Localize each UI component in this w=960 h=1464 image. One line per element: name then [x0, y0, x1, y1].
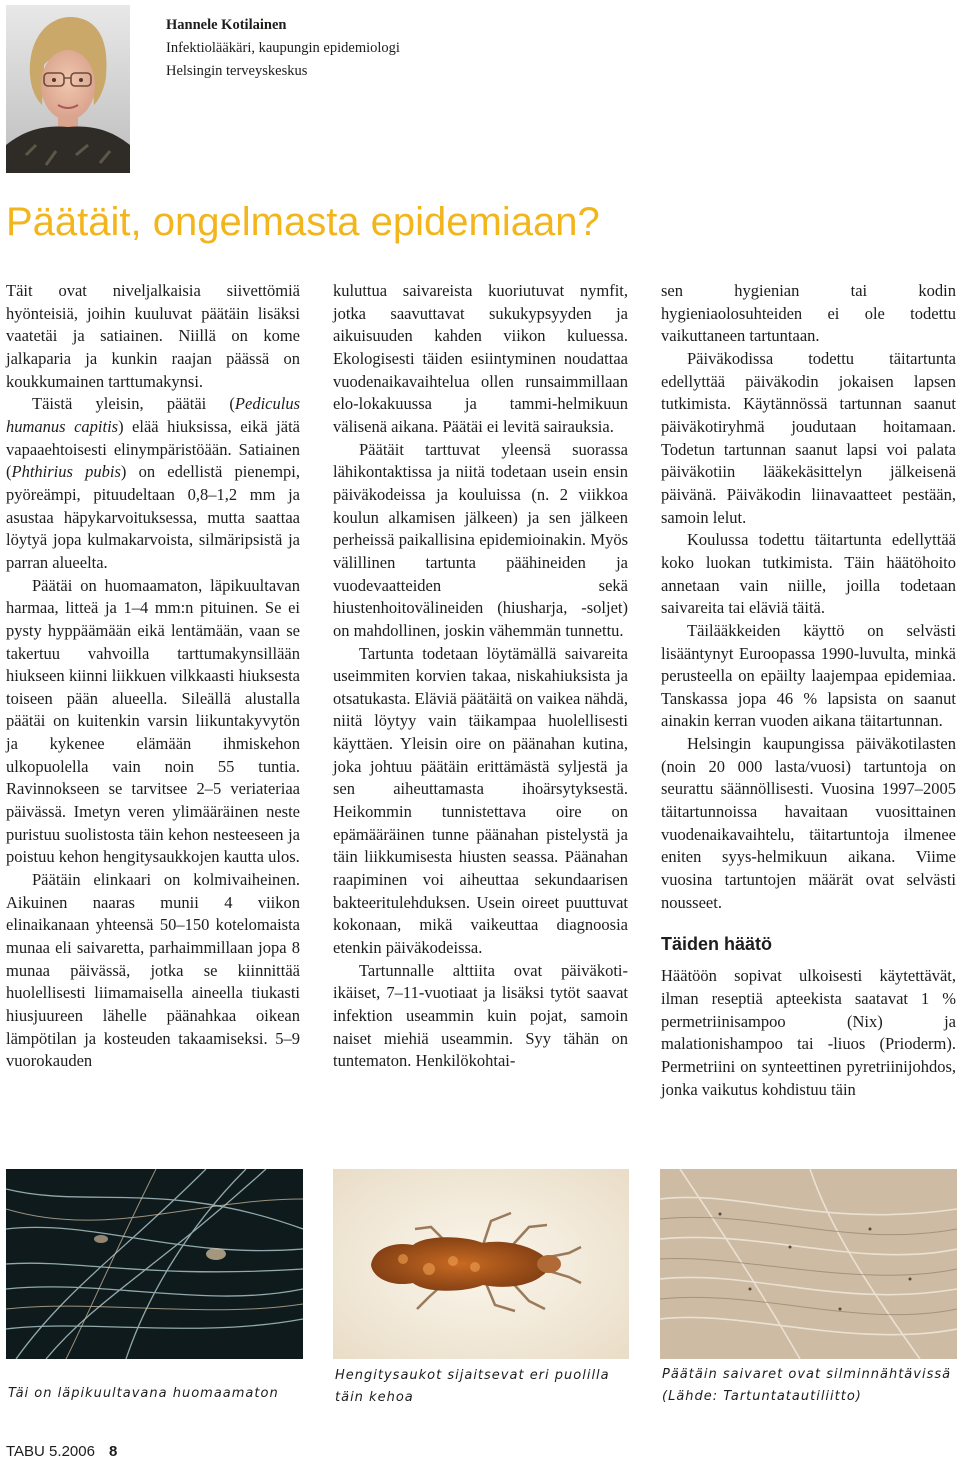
page-footer [6, 1442, 117, 1462]
photo-head-louse [333, 1169, 629, 1359]
paragraph: Täit ovat niveljalkaisia siivettömiä hyönteisiä, joihin kuuluvat päätäin lisäksi vaatetäi ja satiainen. Niillä on kome jalkaparia ja kunkin raajan päässä on koukkumainen tarttumakynsi. [6, 281, 300, 391]
caption-louse-photo: Hengitysaukot sijaitsevat eri puolilla täin kehoa [335, 1368, 610, 1405]
caption-nits-photo: Päätäin saivaret ovat silminnähtävissä (Lähde: Tartuntatautiliitto) [662, 1367, 952, 1404]
photo-lice-in-hair [6, 1169, 303, 1359]
paragraph: Häätöön sopivat ulkoisesti käytettävät, ilman reseptiä apteekista saatavat 1 % permetriinisampoo (Nix) ja malationishampoo tai -liuos (Prioderm). Permetriini on synteettinen pyretriinijohdos, jonka vaikutus kohdistuu täin [661, 966, 956, 1099]
page-number: 8 [108, 1443, 118, 1460]
nits-image [660, 1169, 957, 1359]
paragraph: kuluttua saivareista kuoriutuvat nymfit, jotka saavuttavat sukukypsyyden ja aikuisuuden kahden viikon kuluessa. Ekologisesti täiden esiintyminen noudattaa vuodenaikavaihtelua ollen runsaimmillaan elo-lokakuussa ja tammi-helmikuun välisenä aikana. Päätäi ei levitä sairauksia. [333, 281, 628, 436]
paragraph: Päätäit tarttuvat yleensä suorassa lähikontaktissa ja niitä todetaan usein ensin päiväkodeissa ja kouluissa (n. 2 viikkoa koulun alkamisen jälkeen) ja sen jälkeen perheissä paikallisina epidemioinakin. Myös välillinen tartunta päähineiden ja vuodevaatteiden sekä hiustenhoitovälineiden (hiusharja, -soljet) on mahdollinen, joskin vähemmän tunnettu. [333, 439, 628, 640]
paragraph [6, 393, 300, 574]
author-organization: Helsingin terveyskeskus [166, 63, 308, 79]
caption-hair-photo: Täi on läpikuultavana huomaamaton [8, 1386, 279, 1401]
author-photo [6, 5, 130, 173]
article-column-1 [6, 280, 300, 1073]
author-portrait-image [6, 5, 130, 173]
text-span: ) elää hiuksissa, eikä jätä vapaaehtoisesti elinympäristöään. Satiainen ( [6, 416, 300, 482]
text-span: Täistä yleisin, päätäi ( [32, 394, 235, 414]
paragraph: Tartunta todetaan löytämällä saivareita useimmiten korvien takaa, niskahiuksista ja otsatukasta. Eläviä päätäitä on vaikea nähdä, niitä löytyy vain täikampaa huolellisesti käyttäen. Yleisin oire on päänahan kutina, joka johtuu päätäin erittämästä syljestä ja sen aiheuttamasta ihoärsytyksestä. Heikommin tunnistettava oire on epämääräinen tunne päänahan pistelystä ja täin liikkumisesta hiusten seassa. Päänahan raapiminen voi aiheuttaa sekundaarisen bakteeritulehduksen. Usein oireet puuttuvat kokonaan, mikä vaikeuttaa diagnoosia etenkin päiväkodeissa. [333, 643, 628, 958]
paragraph: Helsingin kaupungissa päiväkotilasten (noin 20 000 lasta/vuosi) tartuntoja on seurattu säännöllisesti. Vuosina 1997–2005 täitartunnoissa havaitaan vuosittainen vuodenaikavaihtelu, täitartuntoja ilmenee eniten syys-helmikuun aikana. Viime vuosina tartuntojen määrät ovat selvästi nousseet. [661, 734, 956, 912]
author-title: Infektiolääkäri, kaupungin epidemiologi [166, 40, 400, 56]
paragraph: Päiväkodissa todettu täitartunta edellyttää päiväkodin jokaisen lapsen tutkimista. Käytännössä tartunnan saanut päiväkotiryhmä joudutaan hoitamaan. Todetun tartunnan saanut lapsi voi palata päiväkotiin lääkekäsittelyn jälkeisenä päivänä. Päiväkodin liinavaatteet pestään, samoin lelut. [661, 348, 956, 527]
issue-label: TABU 5.2006 [6, 1443, 95, 1460]
section-heading: Täiden häätö [661, 934, 773, 955]
latin-name: Pediculus humanus capitis [6, 394, 300, 436]
paragraph: Päätäin elinkaari on kolmivaiheinen. Aikuinen naaras munii 4 viikon elinaikanaan yhteensä 50–150 kotelomaista munaa eli saivaretta, parhaimmillaan jopa 8 munaa päivässä, jotka se kiinnittää huolellisesti liimamaisella aineella tiukasti hiusjuureen lähelle päänahkaa oikean lämpötilan ja kosteuden takaamiseksi. 5–9 vuorokauden [6, 870, 300, 1071]
paragraph: Täilääkkeiden käyttö on selvästi lisääntynyt Euroopassa 1990-luvulta, minkä perusteella on epäilty laajempaa epidemiaa. Tanskassa jopa 46 % lapsista on saanut ainakin kerran vuoden aikana täitartunnan. [661, 620, 956, 731]
louse-image [333, 1169, 629, 1359]
paragraph: Tartunnalle alttiita ovat päiväkoti-ikäiset, 7–11-vuotiaat ja lisäksi tytöt saavat infektion useammin kuin pojat, samoin naiset miehiä useammin. Syy tähän on tuntematon. Henkilökohtai- [333, 960, 628, 1071]
author-name: Hannele Kotilainen [166, 17, 287, 33]
author-info [166, 14, 400, 83]
photo-nits-in-hair [660, 1169, 957, 1359]
paragraph: Päätäi on huomaamaton, läpikuultavan harmaa, litteä ja 1–4 mm:n pituinen. Se ei pysty hyppäämään eikä lentämään, vaan se takertuu vahvoilla tarttumakynsillään hiukseen kiinni liikkuen vilkkaasti hiuksesta toiseen pään alueella. Sileällä alustalla päätäi on kuitenkin varsin liikuntakyvytön ja kykenee elämään ihmiskehon ulkopuolella vain noin 55 tuntia. Ravinnokseen se tarvitsee 2–5 veriateriaa päivässä. Imetyn veren ylimääräinen neste puristuu suolistosta täin kehon nesteeseen ja poistuu kehon hengitysaukkojen kautta ulos. [6, 575, 300, 867]
paragraph: Koulussa todettu täitartunta edellyttää koko luokan tutkimista. Täin häätöhoito annetaan vain niille, joilla todetaan saivareita tai eläviä täitä. [661, 530, 956, 618]
article-column-3 [661, 280, 956, 1101]
latin-name: Phthirius pubis [11, 462, 121, 482]
article-column-2 [333, 280, 628, 1073]
article-headline: Päätäit, ongelmasta epidemiaan? [6, 200, 600, 244]
paragraph: sen hygienian tai kodin hygieniaolosuhteiden ei ole todettu vaikuttaneen tartuntaan. [661, 281, 956, 346]
hair-macro-image [6, 1169, 303, 1359]
text-span: ) on edellistä pienempi, pyöreämpi, pituudeltaan 0,8–1,2 mm ja asustaa häpykarvoituksessa, mutta saattaa löytyä jopa kulmakarvoista, silmäripsistä ja parran alueelta. [6, 462, 300, 572]
